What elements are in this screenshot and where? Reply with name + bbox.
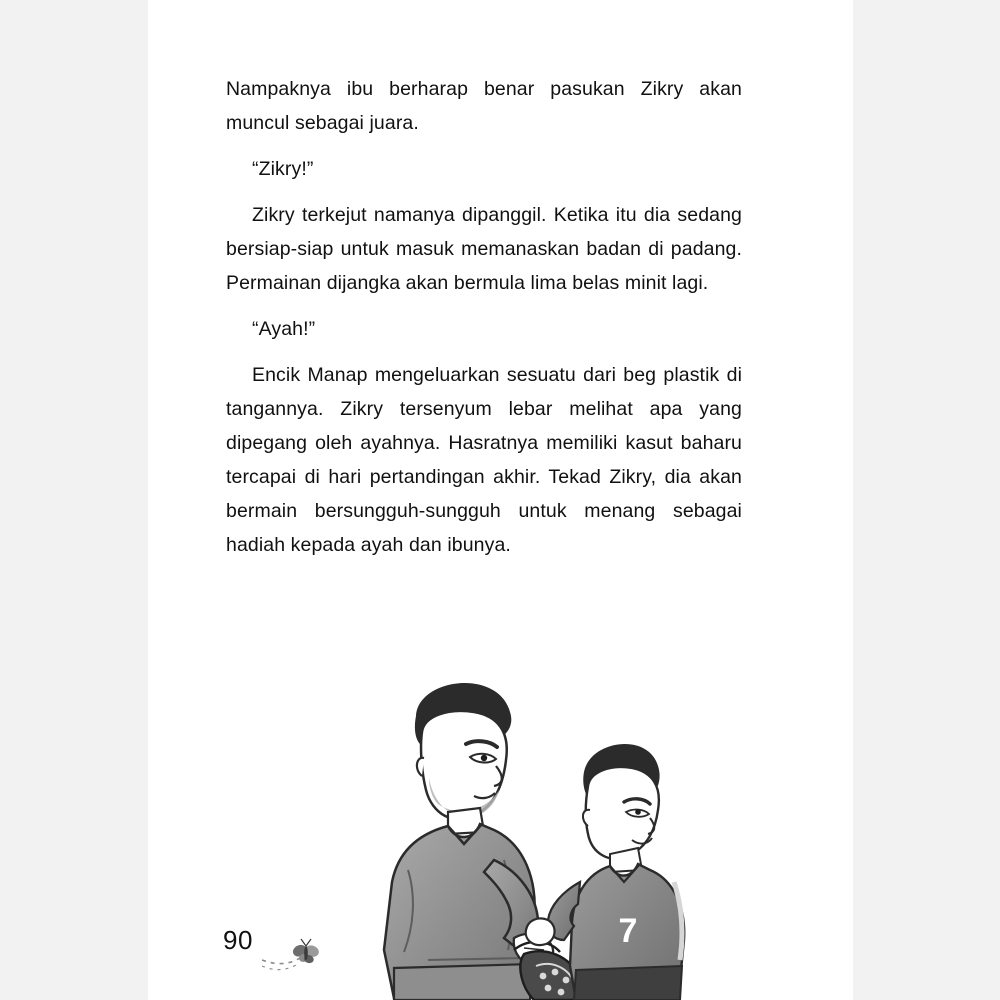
page-number: 90 [223,925,253,955]
paragraph: “Ayah!” [252,318,316,340]
book-page [148,0,853,1000]
paragraph: “Zikry!” [252,158,314,180]
paragraph: Encik Manap mengeluarkan sesuatu dari beg plastik di tangannya. Zikry tersenyum lebar melihat apa yang dipegang oleh ayahnya. Hasratnya memiliki kasut baharu tercapai di hari pertandingan akhir. Tekad Zikry, dia akan bermain bersungguh-sungguh untuk menang sebagai hadiah kepada ayah dan ibunya. [226,364,742,556]
paragraph: Nampaknya ibu berharap benar pasukan Zikry akan muncul sebagai juara. [226,78,742,134]
illustration-father-giving-boots [298,620,718,1000]
svg-text:7: 7 [618,912,638,950]
page-text-body [226,72,742,562]
paragraph: Zikry terkejut namanya dipanggil. Ketika itu dia sedang bersiap-siap untuk masuk memanaskan badan di padang. Permainan dijangka akan bermula lima belas minit lagi. [226,204,742,294]
